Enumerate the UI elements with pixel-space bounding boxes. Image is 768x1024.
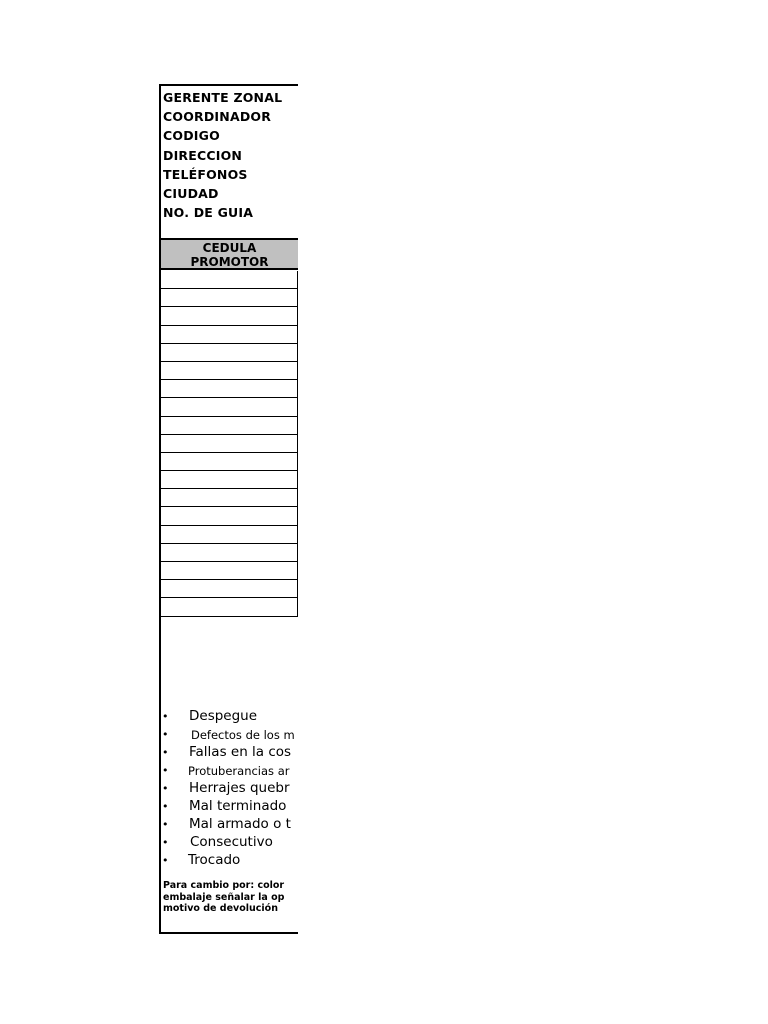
bullet-icon: •	[162, 764, 169, 777]
cedula-promotor-header	[161, 238, 298, 270]
note-line3: motivo de devolución	[163, 903, 278, 914]
bullet-icon: •	[162, 836, 169, 849]
list-item: • Despegue	[162, 708, 258, 724]
return-reasons-list	[161, 708, 298, 870]
bullet-icon: •	[162, 800, 169, 813]
field-label-ciudad: CIUDAD	[163, 185, 219, 201]
table-row[interactable]	[161, 271, 298, 289]
list-item: • Mal terminado	[162, 798, 287, 814]
list-item: • Fallas en la cos	[162, 744, 292, 760]
bullet-icon: •	[162, 818, 169, 831]
header-fields	[163, 88, 282, 222]
note-line1: Para cambio por: color	[163, 880, 285, 891]
table-row[interactable]	[161, 471, 298, 489]
table-row[interactable]	[161, 326, 298, 344]
table-row[interactable]	[161, 598, 298, 616]
bullet-icon: •	[162, 710, 169, 723]
table-row[interactable]	[161, 544, 298, 562]
list-item: • Defectos de los m	[162, 728, 295, 742]
list-item: • Trocado	[162, 852, 241, 868]
table-row[interactable]	[161, 435, 298, 453]
table-row[interactable]	[161, 398, 298, 416]
field-label-coordinador: COORDINADOR	[163, 109, 272, 125]
table-row[interactable]	[161, 526, 298, 544]
list-item: • Protuberancias ar	[162, 764, 290, 778]
field-label-telefonos: TELÉFONOS	[163, 166, 248, 182]
field-label-codigo: CODIGO	[163, 128, 220, 144]
table-row[interactable]	[161, 307, 298, 325]
table-row[interactable]	[161, 580, 298, 598]
bullet-icon: •	[162, 746, 169, 759]
field-label-no-de-guia: NO. DE GUIA	[163, 205, 254, 221]
cedula-rows	[161, 271, 298, 617]
bullet-icon: •	[162, 782, 169, 795]
list-item: • Herrajes quebr	[162, 780, 290, 796]
cedula-header-line2: PROMOTOR	[190, 255, 269, 269]
field-label-gerente-zonal: GERENTE ZONAL	[163, 90, 283, 105]
form-sheet	[159, 84, 298, 934]
table-row[interactable]	[161, 507, 298, 525]
bullet-icon: •	[162, 854, 169, 867]
table-row[interactable]	[161, 562, 298, 580]
cedula-header-line1: CEDULA	[202, 241, 257, 255]
table-row[interactable]	[161, 489, 298, 507]
note-line2: embalaje señalar la op	[163, 891, 285, 903]
table-row[interactable]	[161, 289, 298, 307]
field-label-direccion: DIRECCION	[163, 147, 243, 163]
table-row[interactable]	[161, 453, 298, 471]
table-row[interactable]	[161, 362, 298, 380]
table-row[interactable]	[161, 344, 298, 362]
bullet-icon: •	[162, 728, 169, 741]
list-item: • Consecutivo	[162, 834, 273, 850]
list-item: • Mal armado o t	[162, 816, 291, 832]
table-row[interactable]	[161, 417, 298, 435]
exchange-note	[163, 880, 298, 915]
table-row[interactable]	[161, 380, 298, 398]
